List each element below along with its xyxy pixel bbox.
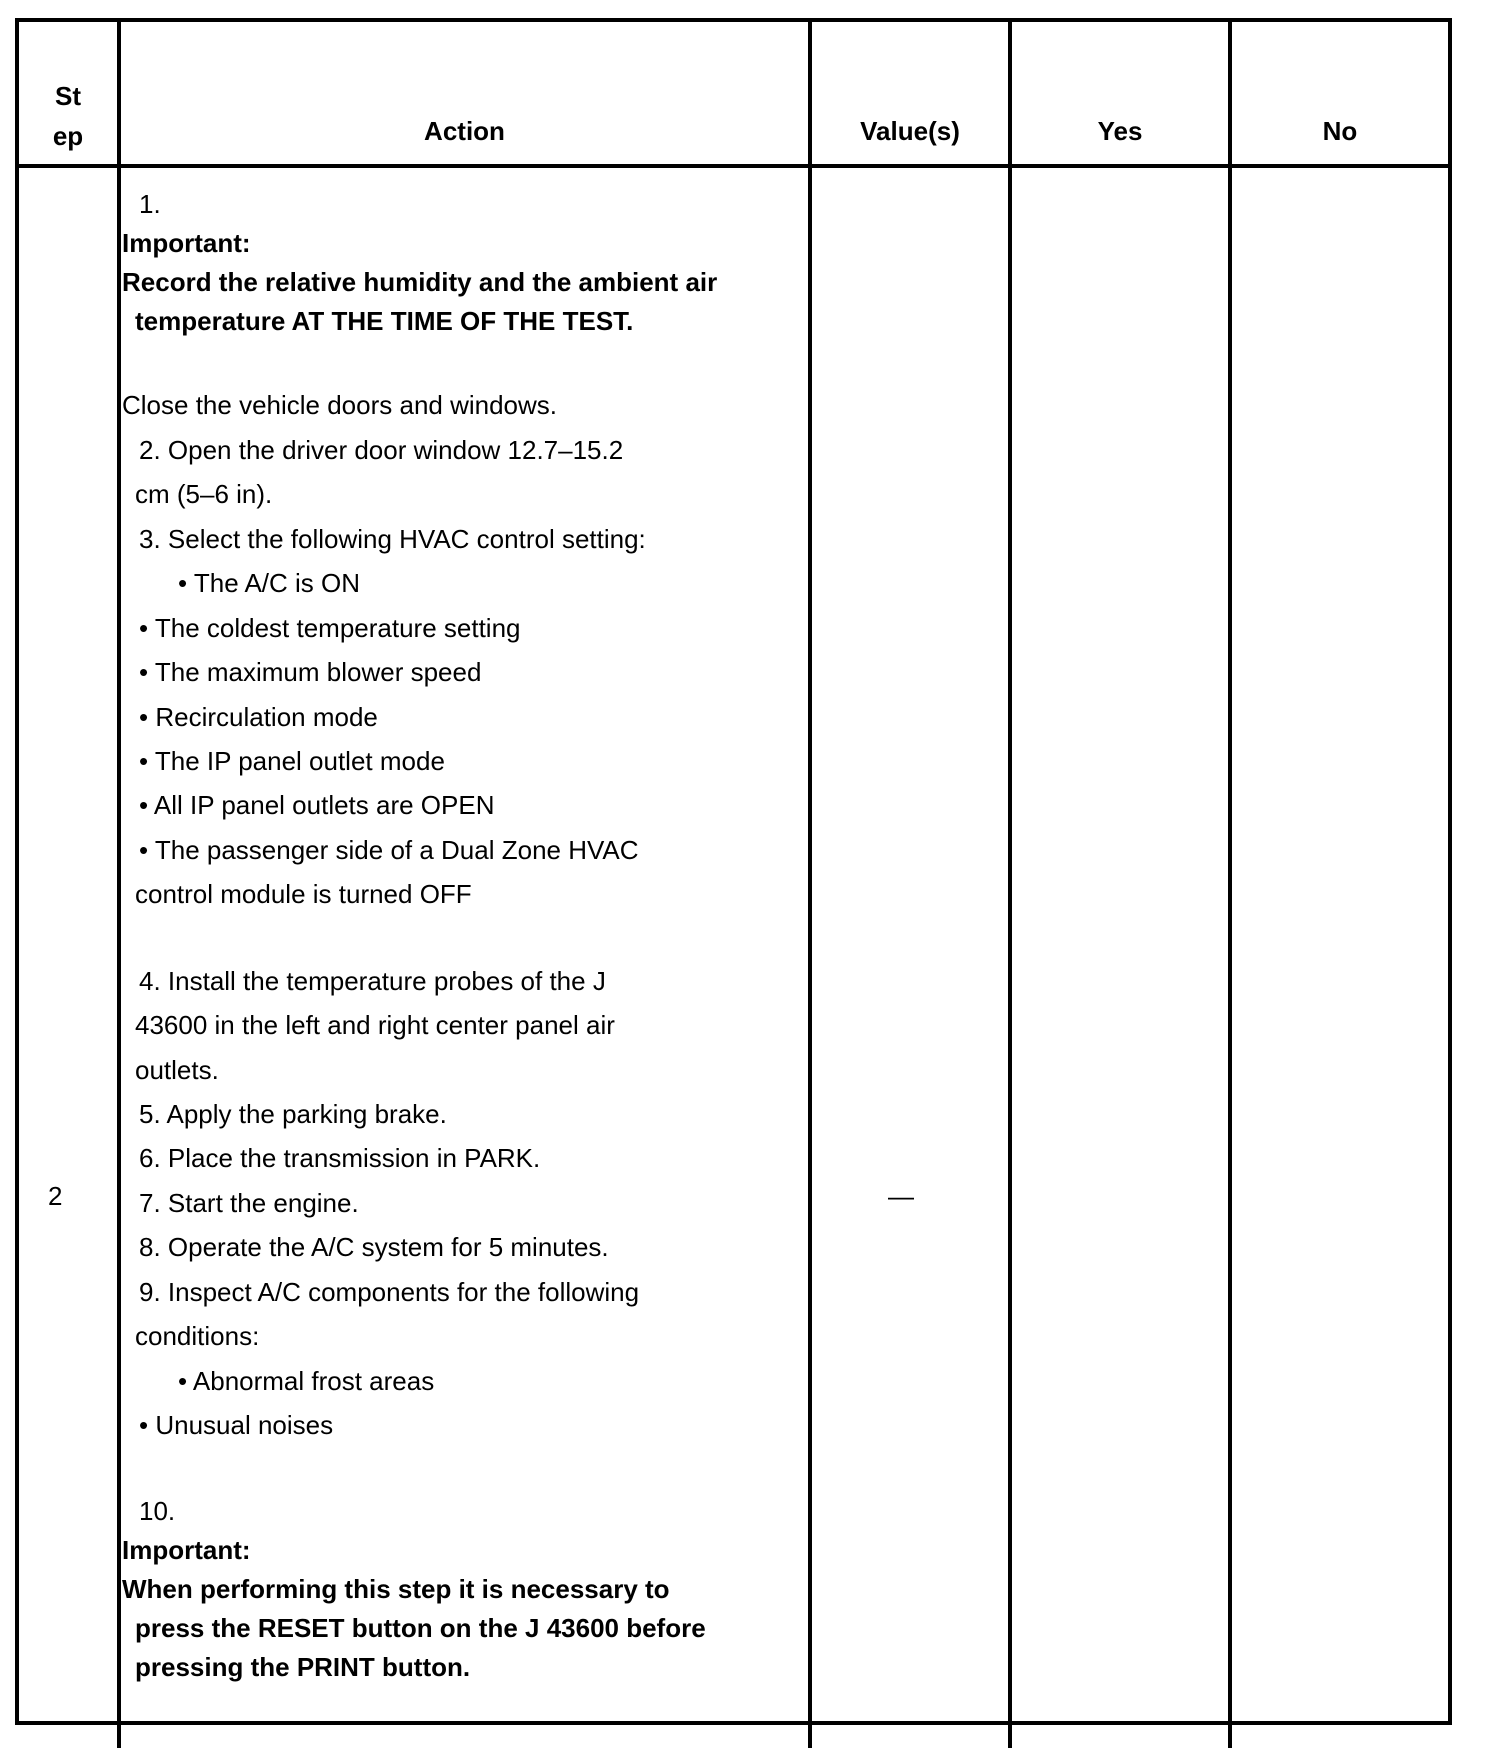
bullet-recirculation: • Recirculation mode <box>139 702 378 732</box>
bullet-unusual-noises: • Unusual noises <box>139 1410 334 1440</box>
header-values: Value(s) <box>860 116 960 146</box>
col-border-left <box>15 18 19 1725</box>
col-border-action <box>808 18 812 1748</box>
action-step-8: 8. Operate the A/C system for 5 minutes. <box>139 1232 609 1262</box>
header-bottom-border <box>15 164 1452 168</box>
action-step-7: 7. Start the engine. <box>139 1188 359 1218</box>
step-number: 2 <box>48 1181 63 1211</box>
header-action: Action <box>424 116 505 146</box>
action-step-4-line3: outlets. <box>135 1055 219 1085</box>
bullet-frost-areas: • Abnormal frost areas <box>178 1366 435 1396</box>
header-step-line2: ep <box>52 121 84 151</box>
col-border-values <box>1008 18 1012 1748</box>
bullet-max-blower: • The maximum blower speed <box>139 657 482 687</box>
important-text-2-line1: When performing this step it is necessary to <box>122 1574 670 1604</box>
col-border-right <box>1448 18 1452 1725</box>
action-step-6: 6. Place the transmission in PARK. <box>139 1143 541 1173</box>
important-text-2-line2: press the RESET button on the J 43600 before <box>135 1613 706 1643</box>
bullet-dual-zone-line1: • The passenger side of a Dual Zone HVAC <box>139 835 639 865</box>
header-no: No <box>1322 116 1358 146</box>
action-step-10-number: 10. <box>139 1496 176 1526</box>
table-top-border <box>15 18 1452 22</box>
header-step <box>19 76 117 156</box>
header-yes: Yes <box>1097 116 1143 146</box>
bullet-dual-zone-line2: control module is turned OFF <box>135 879 472 909</box>
important-label-1: Important: <box>122 228 251 258</box>
value-cell: — <box>888 1181 914 1211</box>
action-step-4-line1: 4. Install the temperature probes of the J <box>139 966 606 996</box>
action-close-doors: Close the vehicle doors and windows. <box>122 390 558 420</box>
action-step-2-line2: cm (5–6 in). <box>135 479 273 509</box>
header-step-line1: St <box>55 81 81 111</box>
table-bottom-border <box>15 1721 1452 1725</box>
bullet-ac-on: • The A/C is ON <box>178 568 361 598</box>
important-label-2: Important: <box>122 1535 251 1565</box>
action-step-2-line1: 2. Open the driver door window 12.7–15.2 <box>139 435 624 465</box>
action-step-5: 5. Apply the parking brake. <box>139 1099 447 1129</box>
important-text-1-line2: temperature AT THE TIME OF THE TEST. <box>135 306 634 336</box>
action-step-9-line2: conditions: <box>135 1321 260 1351</box>
action-step-4-line2: 43600 in the left and right center panel air <box>135 1010 615 1040</box>
important-text-1-line1: Record the relative humidity and the ambient air <box>122 267 718 297</box>
bullet-ip-outlets-open: • All IP panel outlets are OPEN <box>139 790 495 820</box>
important-text-2-line3: pressing the PRINT button. <box>135 1652 471 1682</box>
action-step-1-number: 1. <box>139 189 161 219</box>
col-border-yes <box>1228 18 1232 1748</box>
col-border-step <box>117 18 121 1748</box>
bullet-ip-panel-mode: • The IP panel outlet mode <box>139 746 445 776</box>
action-step-9-line1: 9. Inspect A/C components for the following <box>139 1277 640 1307</box>
action-step-3: 3. Select the following HVAC control setting: <box>139 524 646 554</box>
bullet-coldest-temp: • The coldest temperature setting <box>139 613 521 643</box>
